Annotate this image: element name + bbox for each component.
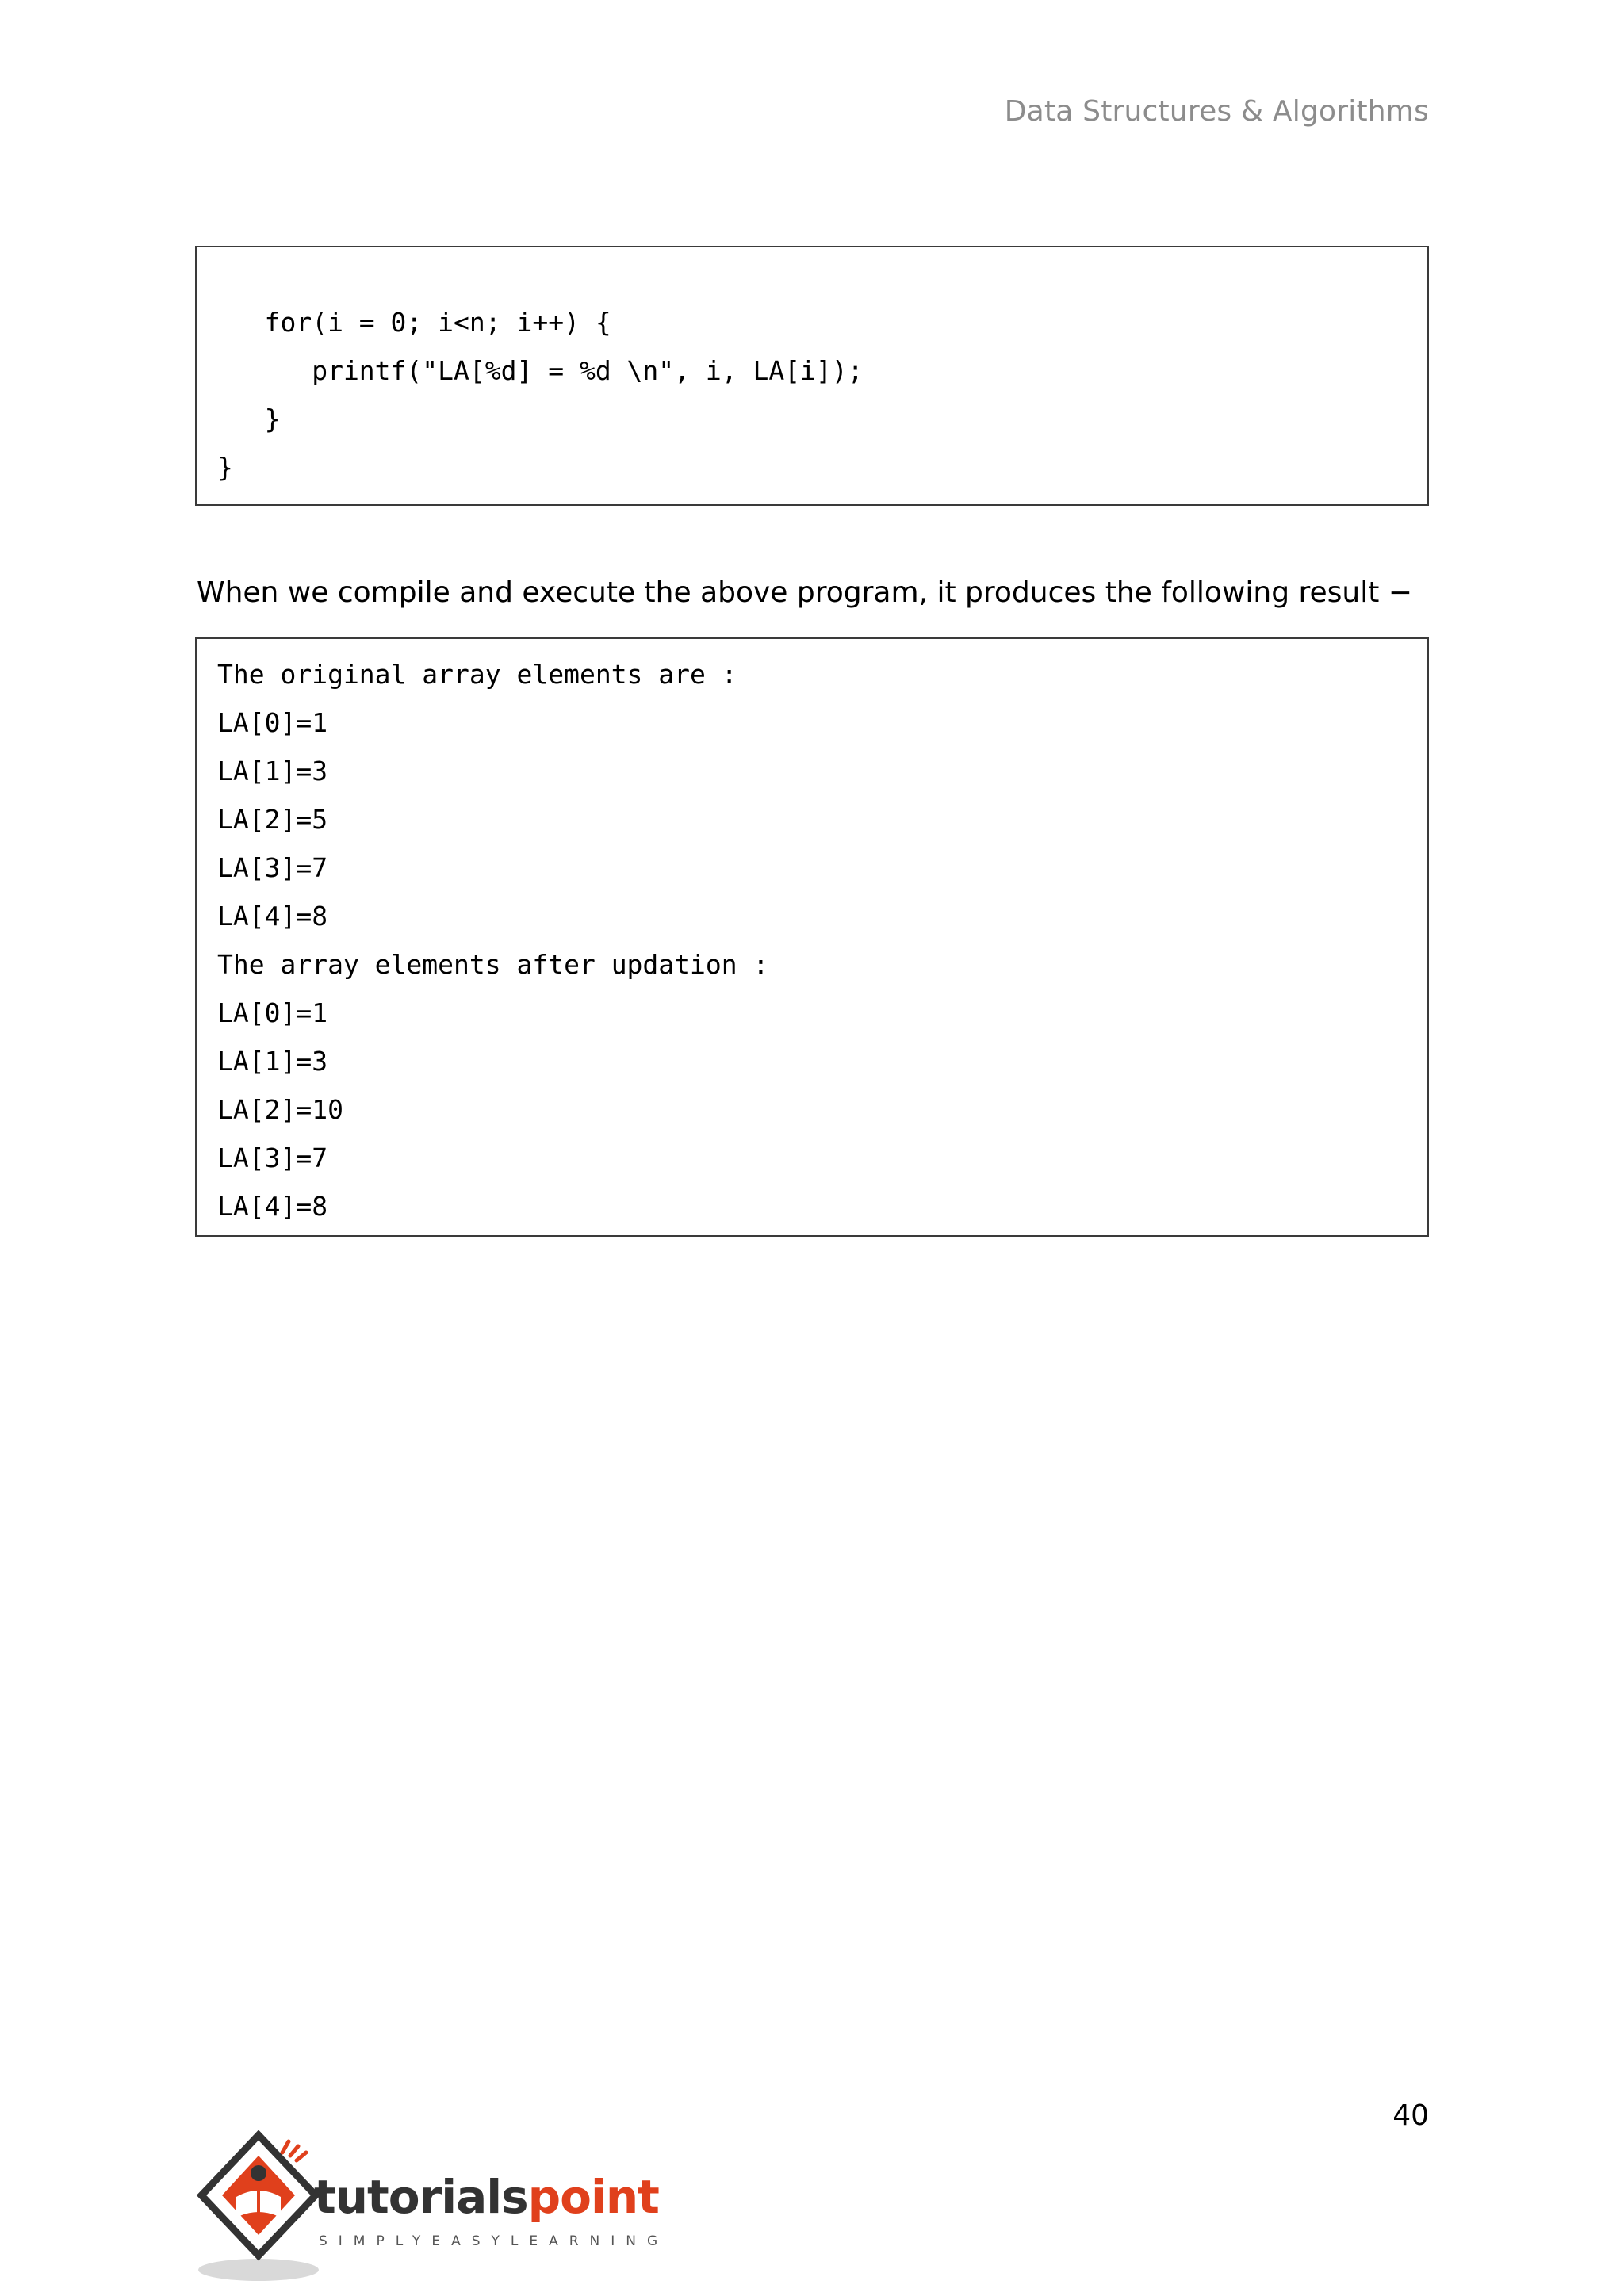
output-line: LA[2]=10	[217, 1094, 343, 1125]
output-line: LA[4]=8	[217, 901, 328, 932]
page-number: 40	[1392, 2099, 1429, 2132]
output-line: The array elements after updation :	[217, 949, 769, 980]
logo-wordmark	[314, 2170, 659, 2224]
tutorialspoint-logo-icon	[195, 2129, 322, 2287]
tutorialspoint-logo	[195, 2129, 669, 2296]
output-line: LA[1]=3	[217, 1046, 328, 1077]
logo-word-tutorials: tutorials	[314, 2170, 528, 2224]
logo-tagline: SIMPLYEASYLEARNING	[319, 2233, 669, 2249]
code-line: }	[217, 452, 233, 483]
body-paragraph: When we compile and execute the above program, it produces the following result −	[197, 576, 1412, 609]
output-line: LA[4]=8	[217, 1191, 328, 1222]
code-line: for(i = 0; i<n; i++) {	[217, 307, 611, 338]
program-code-block	[195, 246, 1429, 506]
running-header: Data Structures & Algorithms	[1004, 95, 1429, 128]
code-line: printf("LA[%d] = %d \n", i, LA[i]);	[217, 355, 864, 386]
output-line: LA[3]=7	[217, 1142, 328, 1173]
logo-word-point: point	[527, 2170, 659, 2224]
output-line: The original array elements are :	[217, 659, 737, 690]
output-line: LA[2]=5	[217, 804, 328, 835]
output-line: LA[0]=1	[217, 997, 328, 1028]
output-line: LA[3]=7	[217, 852, 328, 883]
output-line: LA[0]=1	[217, 707, 328, 738]
output-line: LA[1]=3	[217, 756, 328, 786]
code-line: }	[217, 404, 281, 434]
output-block	[195, 637, 1429, 1237]
